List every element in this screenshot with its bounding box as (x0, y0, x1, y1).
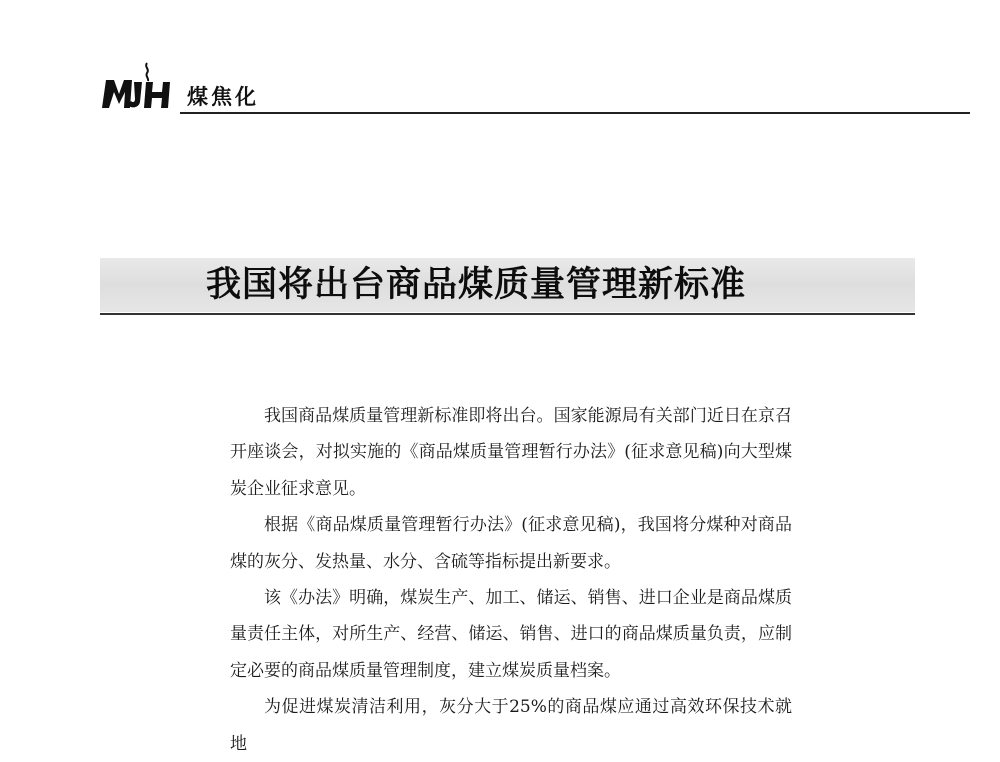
article-title: 我国将出台商品煤质量管理新标准 (206, 264, 747, 305)
article-body (230, 398, 792, 762)
paragraph: 该《办法》明确，煤炭生产、加工、储运、销售、进口企业是商品煤质量责任主体，对所生产、经营、储运、销售、进口的商品煤质量负责，应制定必要的商品煤质量管理制度，建立煤炭质量档案。 (230, 588, 792, 681)
paragraph: 我国商品煤质量管理新标准即将出台。国家能源局有关部门近日在京召开座谈会，对拟实施的《商品煤质量管理暂行办法》(征求意见稿)向大型煤炭企业征求意见。 (230, 406, 792, 499)
section-label: 煤焦化 (187, 85, 259, 109)
mjh-logo (100, 60, 180, 110)
title-divider (100, 313, 915, 315)
header-divider (180, 112, 970, 114)
paragraph: 根据《商品煤质量管理暂行办法》(征求意见稿)，我国将分煤种对商品煤的灰分、发热量、水分、含硫等指标提出新要求。 (230, 515, 792, 572)
paragraph: 为促进煤炭清洁利用，灰分大于25%的商品煤应通过高效环保技术就地 (230, 697, 792, 754)
page-header (100, 54, 970, 114)
